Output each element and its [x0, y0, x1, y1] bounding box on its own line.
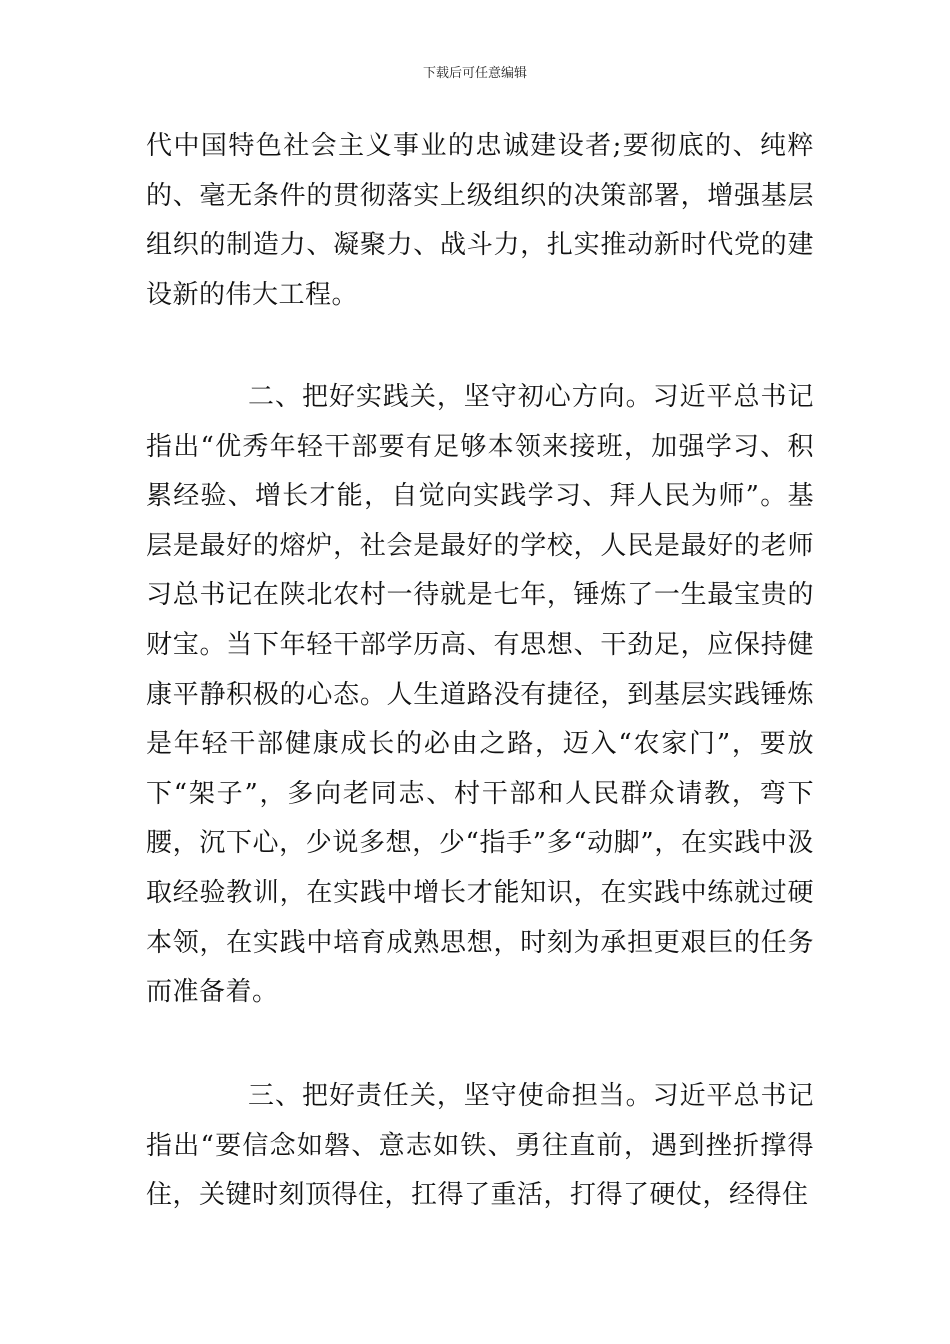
paragraph-section-three: 三、把好责任关，坚守使命担当。习近平总书记指出“要信念如磐、意志如铁、勇往直前，遇到挫折撑得住，关键时刻顶得住，扛得了重活，打得了硬仗，经得住	[146, 1081, 814, 1211]
page-header: 下载后可任意编辑	[422, 66, 527, 81]
paragraph-section-two: 二、把好实践关，坚守初心方向。习近平总书记指出“优秀年轻干部要有足够本领来接班，加强学习、积累经验、增长才能，自觉向实践学习、拜人民为师”。基层是最好的熔炉，社会是最好的学校，人民是最好的老师习总书记在陕北农村一待就是七年，锤炼了一生最宝贵的财宝。当下年轻干部学历高、有思想、干劲足，应保持健康平静积极的心态。人生道路没有捷径，到基层实践锤炼是年轻干部健康成长的必由之路，迈入“农家门”，要放下“架子”，多向老同志、村干部和人民群众请教，弯下腰，沉下心，少说多想，少“指手”多“动脚”，在实践中汲取经验教训，在实践中增长才能知识，在实践中练就过硬本领，在实践中培育成熟思想，时刻为承担更艰巨的任务而准备着。	[146, 382, 814, 1008]
paragraph-continuation: 代中国特色社会主义事业的忠诚建设者;要彻底的、纯粹的、毫无条件的贯彻落实上级组织的决策部署，增强基层组织的制造力、凝聚力、战斗力，扎实推动新时代党的建设新的伟大工程。	[146, 131, 814, 310]
